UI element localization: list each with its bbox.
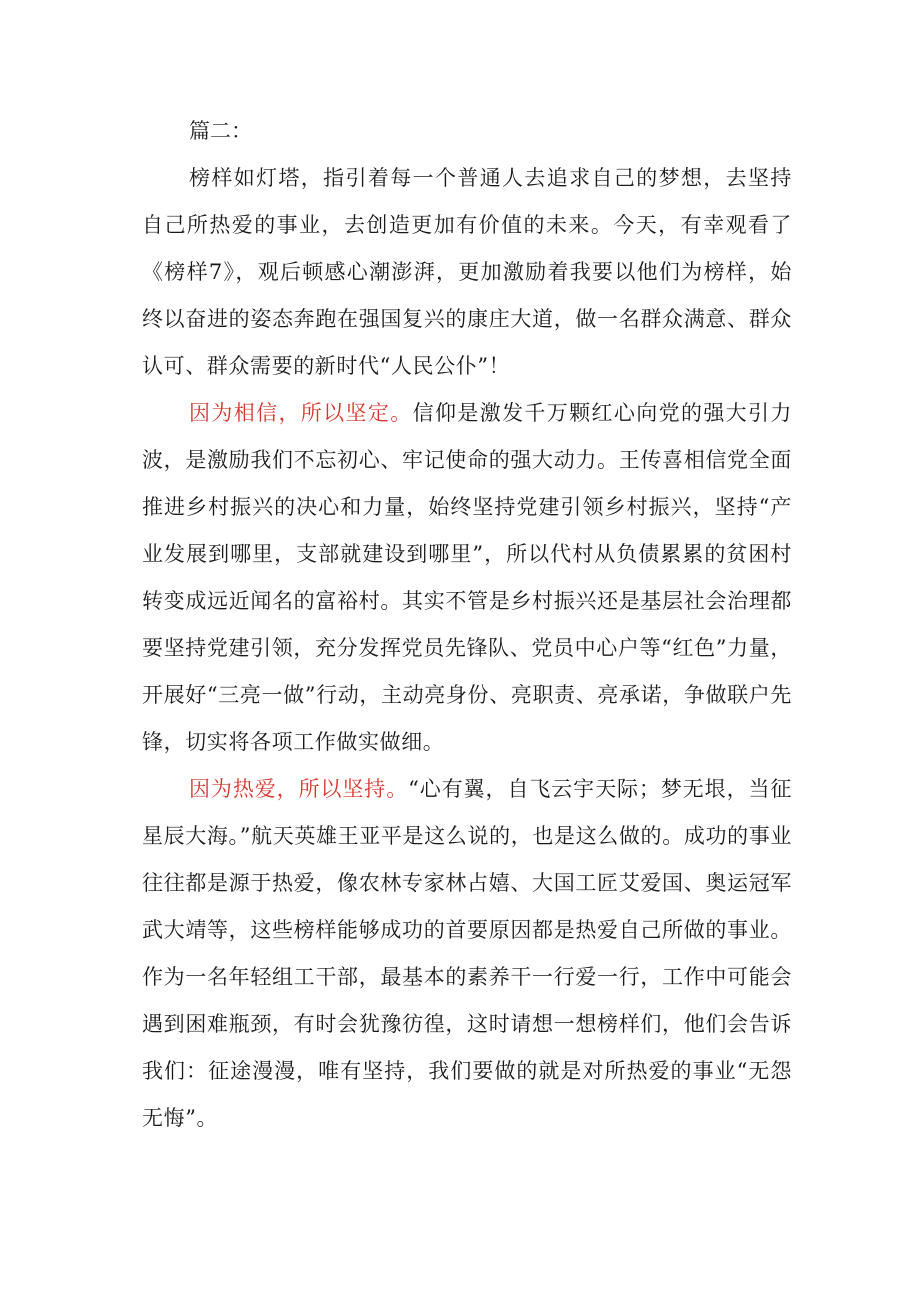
- paragraph-lead-passion: 因为热爱，所以坚持。: [189, 777, 409, 801]
- paragraph-body-passion: “心有翼，自飞云宇天际；梦无垠，当征星辰大海。”航天英雄王亚平是这么说的，也是这么做的。成功的事业往往都是源于热爱，像农林专家林占嬉、大国工匠艾爱国、奥运冠军武大靖等，这些榜样能够成功的首要原因都是热爱自己所做的事业。作为一名年轻组工干部，最基本的素养干一行爱一行，工作中可能会遇到困难瓶颈，有时会犹豫彷徨，这时请想一想榜样们，他们会告诉我们：征途漫漫，唯有坚持，我们要做的就是对所热爱的事业“无怨无悔”。: [142, 777, 792, 1130]
- section-heading: 篇二：: [189, 119, 252, 143]
- paragraph-passion: [142, 766, 792, 1142]
- document-page: [142, 108, 792, 1142]
- paragraph-body: 榜样如灯塔，指引着每一个普通人去追求自己的梦想，去坚持自己所热爱的事业，去创造更加有价值的未来。今天，有幸观看了《榜样7》，观后顿感心潮澎湃，更加激励着我要以他们为榜样，始终以奋进的姿态奔跑在强国复兴的康庄大道，做一名群众满意、群众认可、群众需要的新时代“人民公仆”！: [142, 166, 792, 378]
- paragraph-belief: [142, 390, 792, 766]
- paragraph-intro: [142, 155, 792, 390]
- paragraph-lead-belief: 因为相信，所以坚定。: [189, 401, 413, 425]
- paragraph-body-belief: 信仰是激发千万颗红心向党的强大引力波，是激励我们不忘初心、牢记使命的强大动力。王传喜相信党全面推进乡村振兴的决心和力量，始终坚持党建引领乡村振兴，坚持“产业发展到哪里，支部就建设到哪里”，所以代村从负债累累的贫困村转变成远近闻名的富裕村。其实不管是乡村振兴还是基层社会治理都要坚持党建引领，充分发挥党员先锋队、党员中心户等“红色”力量，开展好“三亮一做”行动，主动亮身份、亮职责、亮承诺，争做联户先锋，切实将各项工作做实做细。: [142, 401, 793, 754]
